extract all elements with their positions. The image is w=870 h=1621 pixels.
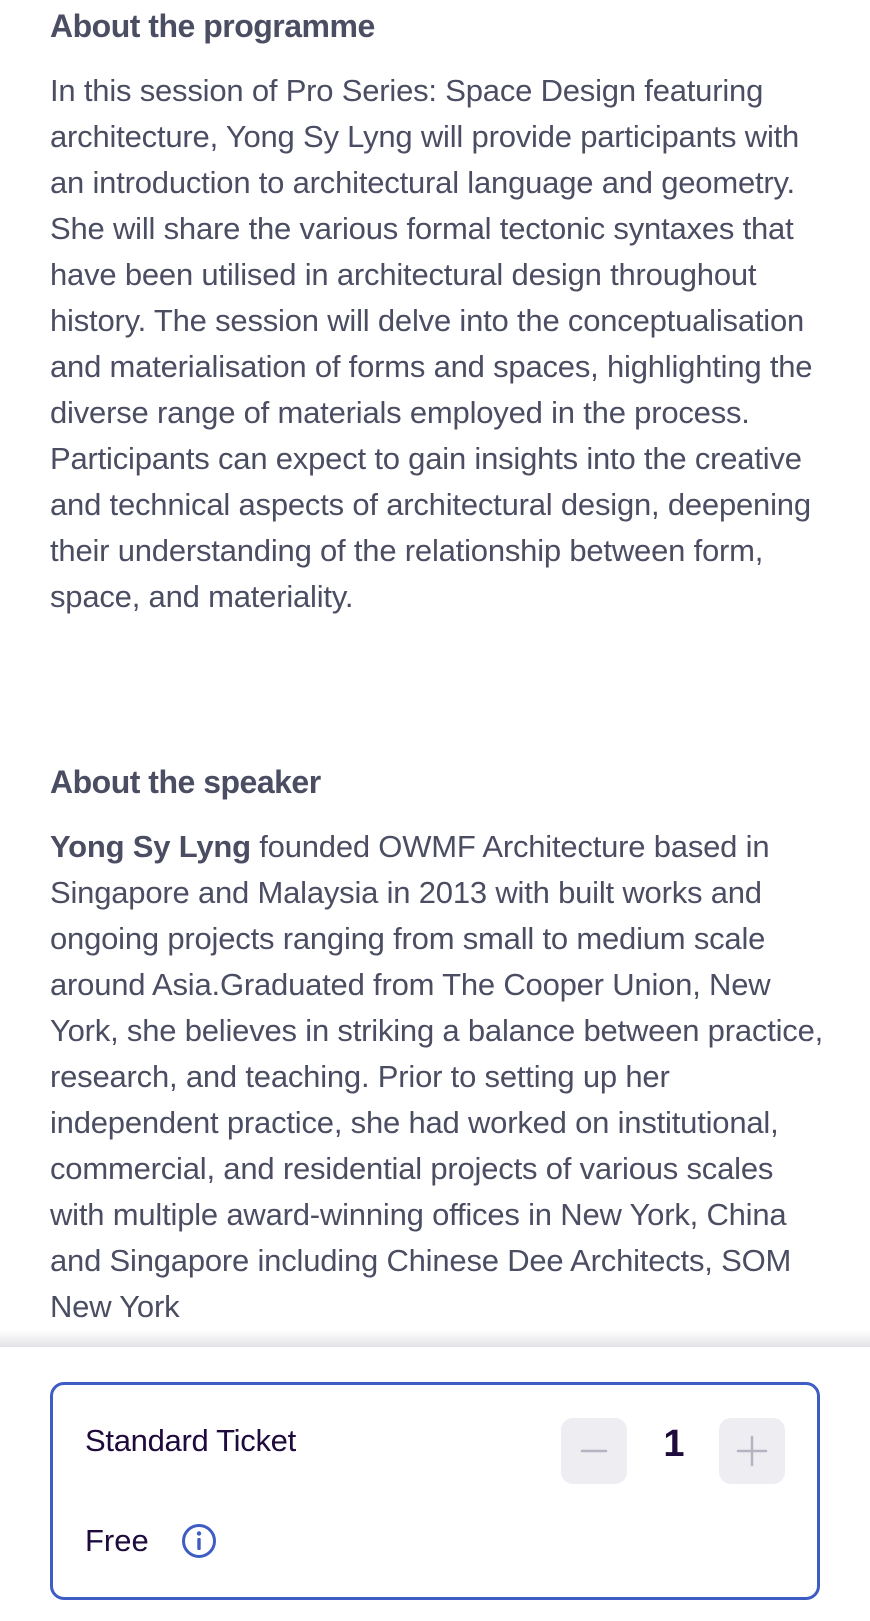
speaker-heading: About the speaker	[50, 764, 321, 800]
ticket-card[interactable]	[50, 1382, 820, 1600]
event-description	[50, 0, 830, 1330]
info-circle-icon[interactable]	[181, 1523, 217, 1559]
ticket-name: Standard Ticket	[85, 1423, 296, 1458]
panel-shadow	[0, 1330, 870, 1348]
increment-quantity-button[interactable]	[719, 1418, 785, 1484]
programme-heading: About the programme	[50, 8, 375, 44]
speaker-bio	[50, 824, 830, 1330]
speaker-bio-text: founded OWMF Architecture based in Singapore and Malaysia in 2013 with built works and ongoing projects ranging from small to medium scale around Asia.Graduated from The Cooper Union, New York, she believes in striking a balance between practice, research, and teaching. Prior to setting up her independent practice, she had worked on institutional, commercial, and residential projects of various scales with multiple award-winning offices in New York, China and Singapore including Chinese Dee Architects, SOM New York	[50, 829, 824, 1324]
minus-icon	[579, 1436, 609, 1466]
speaker-name: Yong Sy Lyng	[50, 829, 251, 864]
plus-icon	[735, 1434, 769, 1468]
ticket-price: Free	[85, 1523, 149, 1558]
programme-description: In this session of Pro Series: Space Design featuring architecture, Yong Sy Lyng will provide participants with an introduction to architectural language and geometry. She will share the various formal tectonic syntaxes that have been utilised in architectural design throughout history. The session will delve into the conceptualisation and materialisation of forms and spaces, highlighting the diverse range of materials employed in the process. Participants can expect to gain insights into the creative and technical aspects of architectural design, deepening their understanding of the relationship between form, space, and materiality.	[50, 73, 813, 614]
decrement-quantity-button[interactable]	[561, 1418, 627, 1484]
ticket-panel	[0, 1347, 870, 1621]
quantity-value: 1	[663, 1423, 685, 1465]
